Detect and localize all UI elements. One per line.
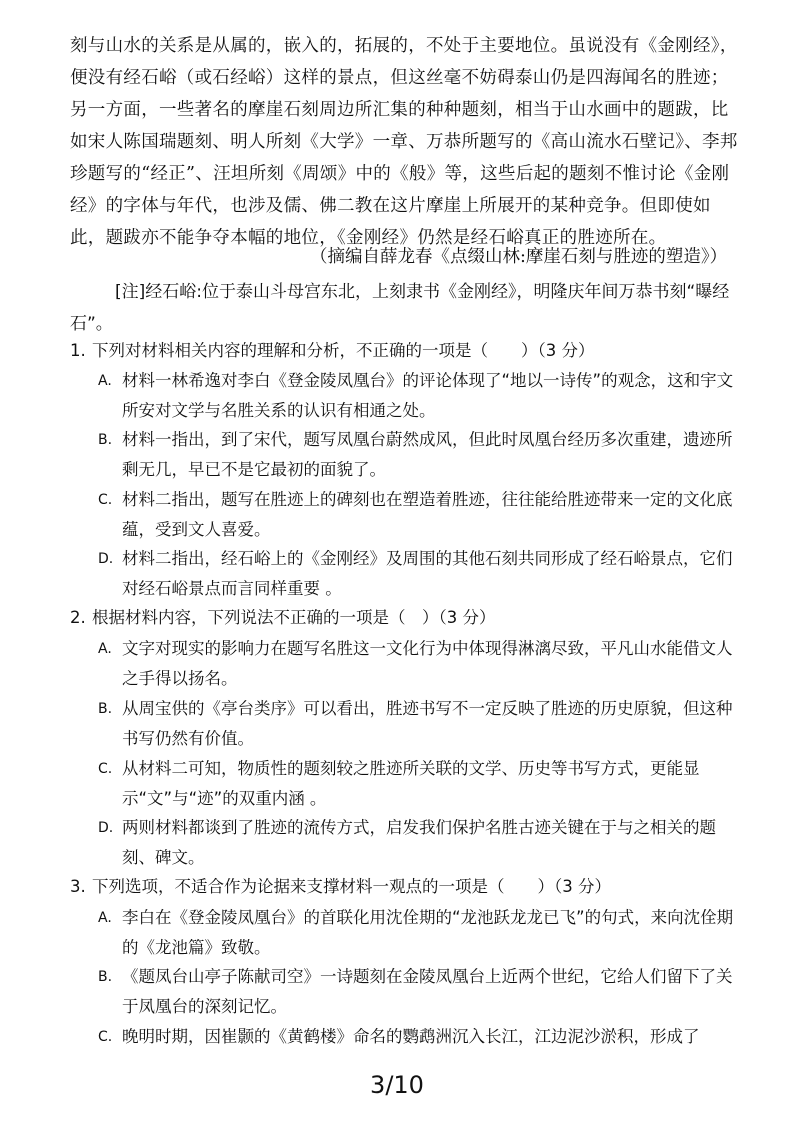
question-text: 根据材料内容，下列说法不正确的一项是（ ）（3 分） xyxy=(92,608,496,627)
option-letter: C. xyxy=(98,761,113,777)
option-letter: C. xyxy=(98,492,113,508)
page-number: 3/10 xyxy=(370,1071,424,1099)
question-text: 下列选项，不适合作为论据来支撑材料一观点的一项是（ ）（3 分） xyxy=(92,877,611,896)
question-number: 2. xyxy=(70,608,86,627)
option-letter: A. xyxy=(98,373,112,389)
passage-source: （摘编自薛龙春《点缀山林:摩崖石刻与胜迹的塑造》） xyxy=(310,247,728,267)
option-text: 材料二指出，题写在胜迹上的碑刻也在塑造着胜迹，往往能给胜迹带来一定的文化底蕴，受到文人喜爱。 xyxy=(122,490,733,539)
option-letter: B. xyxy=(98,701,113,717)
question-2-option-b xyxy=(98,694,748,754)
question-2-option-a xyxy=(98,634,748,694)
question-3-stem xyxy=(70,873,750,901)
question-1-option-d xyxy=(98,544,748,604)
option-text: 两则材料都谈到了胜迹的流传方式，启发我们保护名胜古迹关键在于与之相关的题刻、碑文。 xyxy=(122,818,716,867)
question-3-option-a xyxy=(98,903,748,963)
option-text: 从材料二可知，物质性的题刻较之胜迹所关联的文学、历史等书写方式，更能显示“文”与“迹”的双重内涵 。 xyxy=(122,759,700,808)
option-text: 从周宝供的《亭台类序》可以看出，胜迹书写不一定反映了胜迹的历史原貌，但这种书写仍然有价值。 xyxy=(122,699,733,748)
question-2-option-c xyxy=(98,754,748,814)
question-1-option-a xyxy=(98,366,748,426)
option-letter: B. xyxy=(98,432,113,448)
option-letter: B. xyxy=(98,969,113,985)
question-3-option-b xyxy=(98,962,748,1022)
passage-paragraph: 刻与山水的关系是从属的，嵌入的，拓展的，不处于主要地位。虽说没有《金刚经》，便没有经石峪（或石经峪）这样的景点，但这丝毫不妨碍泰山仍是四海闻名的胜迹；另一方面，一些著名的摩崖石刻周边所汇集的种种题刻，相当于山水画中的题跋，比如宋人陈国瑞题刻、明人所刻《大学》一章、万恭所题写的《高山流水石壁记》、李邦珍题写的“经正”、汪坦所刻《周颂》中的《般》等，这些后起的题刻不惟讨论《金刚经》的字体与年代，也涉及儒、佛二教在这片摩崖上所展开的某种竞争。但即使如此，题跋亦不能争夺本幅的地位，《金刚经》仍然是经石峪真正的胜迹所在。 xyxy=(70,36,738,248)
question-3-option-c xyxy=(98,1022,748,1052)
question-1-option-b xyxy=(98,425,748,485)
question-number: 1. xyxy=(70,341,86,360)
option-letter: A. xyxy=(98,910,112,926)
question-2-stem xyxy=(70,604,750,632)
passage-note: [注]经石峪:位于泰山斗母宫东北，上刻隶书《金刚经》，明隆庆年间万恭书刻“曝经石”。 xyxy=(70,282,730,334)
option-letter: A. xyxy=(98,641,112,657)
option-text: 材料二指出，经石峪上的《金刚经》及周围的其他石刻共同形成了经石峪景点，它们对经石峪景点而言同样重要 。 xyxy=(122,549,733,598)
question-1-stem xyxy=(70,337,750,365)
option-text: 材料一指出，到了宋代，题写凤凰台蔚然成风，但此时凤凰台经历多次重建，遗迹所剩无几，早已不是它最初的面貌了。 xyxy=(122,430,733,479)
question-text: 下列对材料相关内容的理解和分析，不正确的一项是（ ）（3 分） xyxy=(92,341,595,360)
option-letter: C. xyxy=(98,1029,113,1045)
option-text: 李白在《登金陵凤凰台》的首联化用沈佺期的“龙池跃龙龙已飞”的句式，来向沈佺期的《龙池篇》致敬。 xyxy=(122,908,734,957)
option-text: 文字对现实的影响力在题写名胜这一文化行为中体现得淋漓尽致，平凡山水能借文人之手得以扬名。 xyxy=(122,639,733,688)
question-number: 3. xyxy=(70,877,86,896)
question-1-option-c xyxy=(98,485,748,545)
option-text: 《题凤台山亭子陈献司空》一诗题刻在金陵凤凰台上近两个世纪，它给人们留下了关于凤凰台的深刻记忆。 xyxy=(122,967,733,1016)
question-2-option-d xyxy=(98,813,748,873)
option-text: 晚明时期，因崔颢的《黄鹤楼》命名的鹦鹉洲沉入长江，江边泥沙淤积，形成了 xyxy=(122,1027,700,1046)
option-text: 材料一林希逸对李白《登金陵凤凰台》的评论体现了“地以一诗传”的观念，这和宇文所安对文学与名胜关系的认识有相通之处。 xyxy=(122,371,734,420)
option-letter: D. xyxy=(98,820,114,836)
option-letter: D. xyxy=(98,551,114,567)
